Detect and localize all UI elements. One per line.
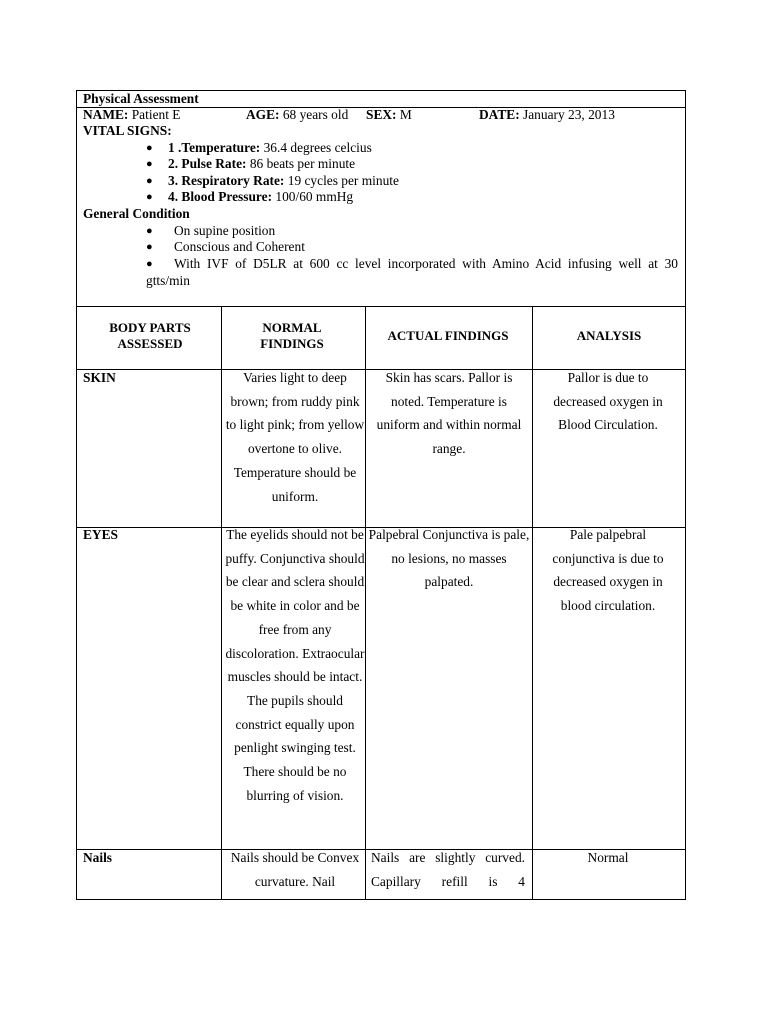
vital-label: 3. Respiratory Rate: — [168, 173, 285, 188]
vital-value: 19 cycles per minute — [287, 173, 399, 188]
name-label: NAME: — [83, 107, 129, 122]
patient-age — [246, 107, 348, 123]
skin-normal-findings: Varies light to deep brown; from ruddy pink to light pink; from yellow overtone to olive. Temperature should be uniform. — [225, 370, 365, 504]
vital-value: 86 beats per minute — [249, 156, 356, 171]
nails-actual-findings-line2: Capillary refill is 4 — [371, 874, 525, 889]
column-divider-3 — [532, 306, 533, 899]
age-label: AGE: — [246, 107, 280, 122]
vital-temperature — [168, 140, 372, 156]
name-value: Patient E — [131, 107, 181, 122]
date-label: DATE: — [479, 107, 520, 122]
sex-label: SEX: — [366, 107, 397, 122]
vital-label: 4. Blood Pressure: — [168, 189, 273, 204]
date-value: January 23, 2013 — [523, 107, 615, 122]
bullet-icon: ● — [146, 258, 153, 270]
condition-item-continued: gtts/min — [146, 273, 190, 288]
column-header-actual-findings: ACTUAL FINDINGS — [387, 328, 509, 343]
info-divider — [77, 306, 685, 307]
row-label-nails: Nails — [83, 850, 113, 865]
sex-value: M — [399, 107, 412, 122]
vital-signs-heading: VITAL SIGNS: — [83, 123, 172, 138]
bullet-icon: ● — [146, 175, 153, 187]
general-condition-heading: General Condition — [83, 206, 190, 221]
vital-label: 2. Pulse Rate: — [168, 156, 247, 171]
vital-value: 36.4 degrees celcius — [263, 140, 372, 155]
eyes-actual-findings: Palpebral Conjunctiva is pale, no lesions, no masses palpated. — [368, 527, 530, 590]
vital-respiratory-rate — [168, 173, 399, 189]
eyes-analysis: Pale palpebral conjunctiva is due to decreased oxygen in blood circulation. — [552, 527, 664, 614]
age-value: 68 years old — [282, 107, 349, 122]
column-header-normal-findings: NORMAL FINDINGS — [260, 320, 324, 351]
patient-sex — [366, 107, 412, 123]
bullet-icon: ● — [146, 191, 153, 203]
vital-blood-pressure — [168, 189, 353, 205]
eyes-normal-findings: The eyelids should not be puffy. Conjunctiva should be clear and sclera should be white in color and be free from any discoloration. Extraocular muscles should be intact. The pupils should constrict equally upon penlight swinging test. There should be no blurring of vision. — [225, 527, 365, 803]
skin-actual-findings: Skin has scars. Pallor is noted. Temperature is uniform and within normal range. — [376, 370, 522, 457]
skin-analysis: Pallor is due to decreased oxygen in Blood Circulation. — [553, 370, 663, 433]
column-header-body-parts: BODY PARTS ASSESSED — [109, 320, 191, 351]
nails-normal-findings: Nails should be Convex curvature. Nail — [230, 850, 360, 889]
bullet-icon: ● — [146, 158, 153, 170]
row-label-eyes: EYES — [83, 527, 118, 542]
vital-pulse-rate — [168, 156, 355, 172]
condition-item: On supine position — [174, 223, 276, 238]
nails-analysis: Normal — [587, 850, 629, 865]
bullet-icon: ● — [146, 241, 153, 253]
bullet-icon: ● — [146, 142, 153, 154]
vital-label: 1 .Temperature: — [168, 140, 261, 155]
page-title: Physical Assessment — [83, 91, 199, 106]
condition-item: With IVF of D5LR at 600 cc level incorporated with Amino Acid infusing well at 30 — [174, 256, 678, 271]
row-label-skin: SKIN — [83, 370, 116, 385]
condition-item: Conscious and Coherent — [174, 239, 305, 254]
patient-name — [83, 107, 180, 123]
vital-value: 100/60 mmHg — [275, 189, 354, 204]
column-header-analysis: ANALYSIS — [576, 328, 642, 343]
nails-actual-findings-line1: Nails are slightly curved. — [371, 850, 525, 865]
bullet-icon: ● — [146, 225, 153, 237]
column-divider-1 — [221, 306, 222, 899]
assessment-date — [479, 107, 615, 123]
